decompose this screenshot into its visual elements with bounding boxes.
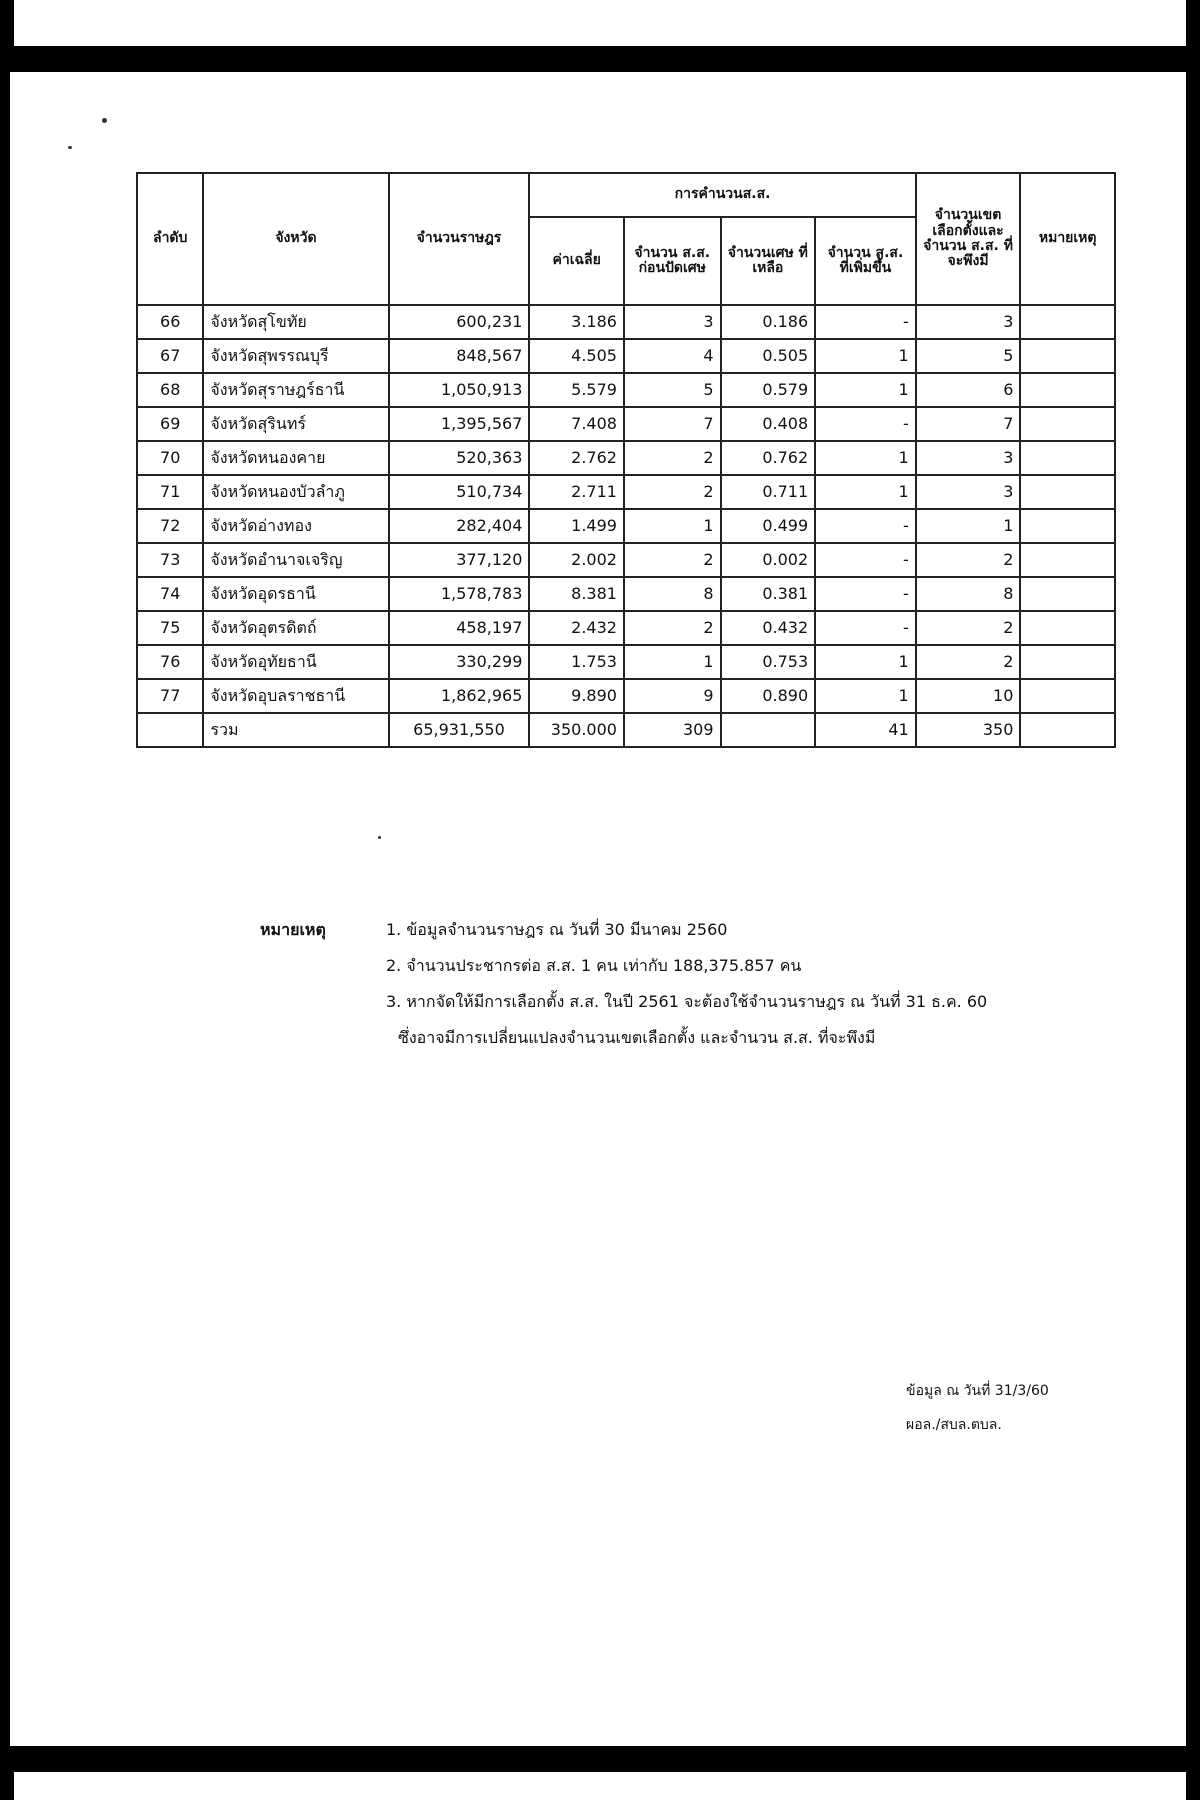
cell-seq: 67 [137, 339, 203, 373]
cell-province: จังหวัดอุดรธานี [203, 577, 388, 611]
cell-added: 1 [815, 441, 916, 475]
cell-average: 7.408 [529, 407, 624, 441]
cell-province: จังหวัดอำนาจเจริญ [203, 543, 388, 577]
cell-districts: 3 [916, 305, 1021, 339]
header-added: จำนวน ส.ส. ที่เพิ่มขึ้น [815, 217, 916, 305]
cell-districts: 8 [916, 577, 1021, 611]
header-remainder: จำนวนเศษ ที่เหลือ [721, 217, 816, 305]
cell-note [1020, 407, 1115, 441]
cell-districts: 2 [916, 543, 1021, 577]
cell-population: 330,299 [389, 645, 530, 679]
total-label: รวม [203, 713, 388, 747]
cell-note [1020, 713, 1115, 747]
cell-districts: 2 [916, 611, 1021, 645]
header-province: จังหวัด [203, 173, 388, 305]
cell-average: 1.499 [529, 509, 624, 543]
footer-org: ผอล./สบล.ตบล. [906, 1417, 1002, 1433]
cell-added: 1 [815, 645, 916, 679]
cell-population: 1,578,783 [389, 577, 530, 611]
notes-label: หมายเหตุ [260, 920, 326, 939]
cell-average: 1.753 [529, 645, 624, 679]
cell-added: 1 [815, 475, 916, 509]
cell-added: 1 [815, 373, 916, 407]
table-row [137, 373, 1115, 407]
cell-province: จังหวัดหนองคาย [203, 441, 388, 475]
cell-province: จังหวัดอ่างทอง [203, 509, 388, 543]
cell-before-round: 9 [624, 679, 721, 713]
cell-districts: 3 [916, 475, 1021, 509]
cell-remainder: 0.579 [721, 373, 816, 407]
cell-remainder: 0.002 [721, 543, 816, 577]
cell-districts: 1 [916, 509, 1021, 543]
cell-before-round: 4 [624, 339, 721, 373]
cell-before-round: 1 [624, 509, 721, 543]
cell-remainder: 0.890 [721, 679, 816, 713]
cell-average: 2.002 [529, 543, 624, 577]
cell-average: 2.711 [529, 475, 624, 509]
cell-added: - [815, 543, 916, 577]
cell-seq: 69 [137, 407, 203, 441]
cell-note [1020, 475, 1115, 509]
cell-districts: 5 [916, 339, 1021, 373]
scan-speck [68, 146, 72, 149]
cell-added: - [815, 611, 916, 645]
cell-seq: 68 [137, 373, 203, 407]
total-districts: 350 [916, 713, 1021, 747]
cell-note [1020, 645, 1115, 679]
cell-seq: 72 [137, 509, 203, 543]
cell-seq: 70 [137, 441, 203, 475]
cell-added: 1 [815, 679, 916, 713]
cell-before-round: 7 [624, 407, 721, 441]
cell-added: - [815, 509, 916, 543]
cell-before-round: 2 [624, 441, 721, 475]
cell-before-round: 2 [624, 543, 721, 577]
cell-note [1020, 577, 1115, 611]
cell-remainder: 0.381 [721, 577, 816, 611]
cell-province: จังหวัดอุตรดิตถ์ [203, 611, 388, 645]
note-item: 3. หากจัดให้มีการเลือกตั้ง ส.ส. ในปี 2561 จะต้องใช้จำนวนราษฎร ณ วันที่ 31 ธ.ค. 60 [386, 992, 988, 1011]
table-row [137, 611, 1115, 645]
total-row [137, 713, 1115, 747]
cell-before-round: 1 [624, 645, 721, 679]
total-added: 41 [815, 713, 916, 747]
cell-note [1020, 305, 1115, 339]
cell-population: 458,197 [389, 611, 530, 645]
total-remainder [721, 713, 816, 747]
cell-seq: 74 [137, 577, 203, 611]
table-row [137, 645, 1115, 679]
cell-province: จังหวัดสุพรรณบุรี [203, 339, 388, 373]
cell-note [1020, 509, 1115, 543]
cell-added: - [815, 305, 916, 339]
cell-province: จังหวัดอุบลราชธานี [203, 679, 388, 713]
cell-seq: 76 [137, 645, 203, 679]
cell-average: 3.186 [529, 305, 624, 339]
cell-population: 282,404 [389, 509, 530, 543]
cell-seq: 77 [137, 679, 203, 713]
cell-average: 2.432 [529, 611, 624, 645]
cell-population: 520,363 [389, 441, 530, 475]
cell-remainder: 0.711 [721, 475, 816, 509]
total-before-round: 309 [624, 713, 721, 747]
note-continuation: ซึ่งอาจมีการเปลี่ยนแปลงจำนวนเขตเลือกตั้ง และจำนวน ส.ส. ที่จะพึงมี [398, 1028, 876, 1047]
footer-date: ข้อมูล ณ วันที่ 31/3/60 [906, 1383, 1049, 1399]
cell-before-round: 3 [624, 305, 721, 339]
cell-province: จังหวัดสุราษฎร์ธานี [203, 373, 388, 407]
cell-districts: 7 [916, 407, 1021, 441]
cell-before-round: 2 [624, 611, 721, 645]
header-before-round: จำนวน ส.ส. ก่อนปัดเศษ [624, 217, 721, 305]
header-calc-group: การคำนวนส.ส. [529, 173, 915, 217]
mp-allocation-table [136, 172, 1116, 748]
cell-province: จังหวัดสุโขทัย [203, 305, 388, 339]
table-row [137, 679, 1115, 713]
cell-population: 377,120 [389, 543, 530, 577]
cell-added: 1 [815, 339, 916, 373]
cell-average: 4.505 [529, 339, 624, 373]
cell-districts: 3 [916, 441, 1021, 475]
cell-before-round: 8 [624, 577, 721, 611]
table-row [137, 577, 1115, 611]
table-row [137, 339, 1115, 373]
cell-seq: 75 [137, 611, 203, 645]
notes-list [386, 912, 1026, 1056]
cell-remainder: 0.408 [721, 407, 816, 441]
table-row [137, 305, 1115, 339]
cell-population: 1,395,567 [389, 407, 530, 441]
cell-before-round: 2 [624, 475, 721, 509]
cell-population: 1,050,913 [389, 373, 530, 407]
header-districts: จำนวนเขต เลือกตั้งและ จำนวน ส.ส. ที่จะพึงมี [916, 173, 1021, 305]
cell-seq [137, 713, 203, 747]
cell-province: จังหวัดสุรินทร์ [203, 407, 388, 441]
document-page [10, 72, 1186, 1746]
header-average: ค่าเฉลี่ย [529, 217, 624, 305]
scan-speck [102, 118, 107, 123]
total-average: 350.000 [529, 713, 624, 747]
cell-population: 1,862,965 [389, 679, 530, 713]
cell-population: 600,231 [389, 305, 530, 339]
cell-note [1020, 543, 1115, 577]
cell-remainder: 0.186 [721, 305, 816, 339]
cell-population: 848,567 [389, 339, 530, 373]
cell-added: - [815, 577, 916, 611]
table-row [137, 509, 1115, 543]
cell-districts: 10 [916, 679, 1021, 713]
scan-speck [378, 836, 381, 839]
cell-remainder: 0.753 [721, 645, 816, 679]
cell-seq: 73 [137, 543, 203, 577]
cell-note [1020, 441, 1115, 475]
note-item: 1. ข้อมูลจำนวนราษฎร ณ วันที่ 30 มีนาคม 2560 [386, 920, 728, 939]
header-note: หมายเหตุ [1020, 173, 1115, 305]
cell-seq: 71 [137, 475, 203, 509]
cell-note [1020, 339, 1115, 373]
table-row [137, 407, 1115, 441]
header-population: จำนวนราษฎร [389, 173, 530, 305]
cell-remainder: 0.432 [721, 611, 816, 645]
table-row [137, 441, 1115, 475]
cell-note [1020, 611, 1115, 645]
cell-province: จังหวัดหนองบัวลำภู [203, 475, 388, 509]
note-item: 2. จำนวนประชากรต่อ ส.ส. 1 คน เท่ากับ 188,375.857 คน [386, 956, 802, 975]
cell-province: จังหวัดอุทัยธานี [203, 645, 388, 679]
cell-average: 2.762 [529, 441, 624, 475]
cell-note [1020, 373, 1115, 407]
cell-seq: 66 [137, 305, 203, 339]
cell-note [1020, 679, 1115, 713]
table-row [137, 475, 1115, 509]
header-seq: ลำดับ [137, 173, 203, 305]
cell-remainder: 0.762 [721, 441, 816, 475]
total-population: 65,931,550 [389, 713, 530, 747]
cell-average: 9.890 [529, 679, 624, 713]
cell-added: - [815, 407, 916, 441]
cell-before-round: 5 [624, 373, 721, 407]
cell-remainder: 0.505 [721, 339, 816, 373]
cell-remainder: 0.499 [721, 509, 816, 543]
bottom-page-edge [14, 1772, 1186, 1800]
cell-population: 510,734 [389, 475, 530, 509]
cell-districts: 6 [916, 373, 1021, 407]
cell-average: 8.381 [529, 577, 624, 611]
footer-source [906, 1374, 1049, 1442]
top-page-edge [14, 0, 1186, 46]
cell-districts: 2 [916, 645, 1021, 679]
cell-average: 5.579 [529, 373, 624, 407]
table-row [137, 543, 1115, 577]
